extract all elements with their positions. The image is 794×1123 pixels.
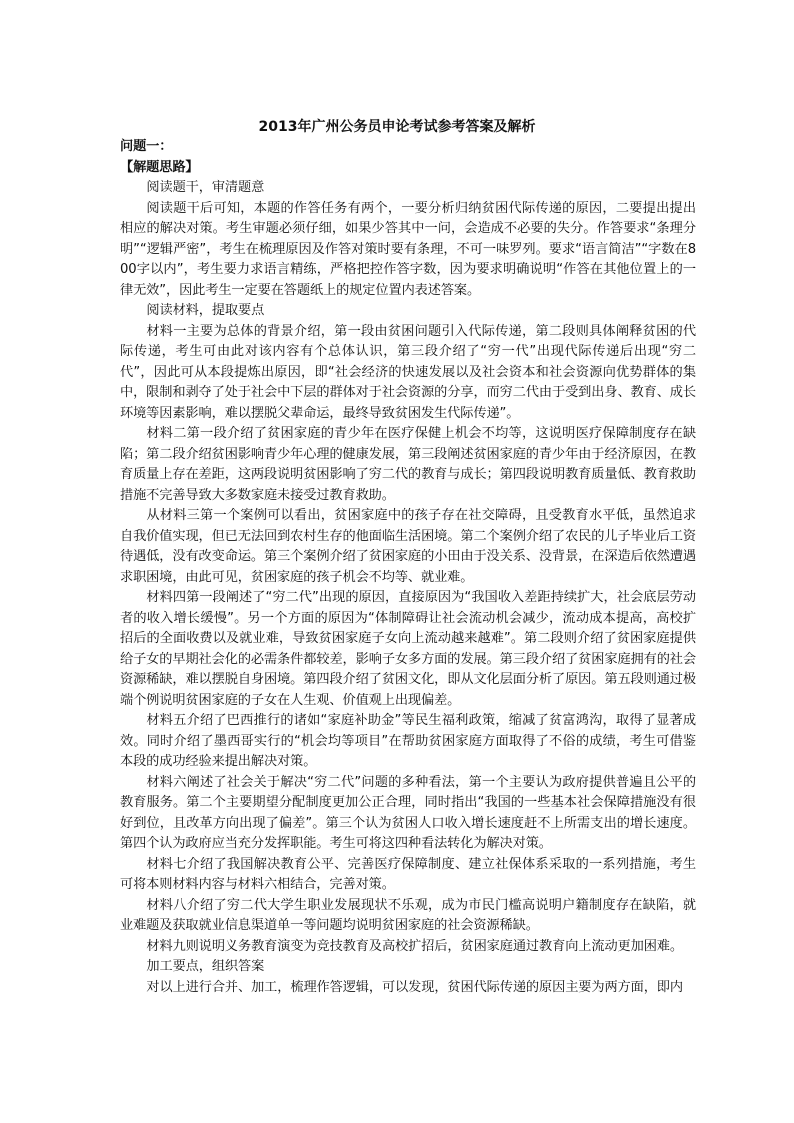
solution-heading: 【解题思路】 <box>120 159 199 175</box>
paragraph: 对以上进行合并、加工，梳理作答逻辑，可以发现，贫困代际传递的原因主要为两方面，即内 <box>146 979 683 995</box>
section-heading: 加工要点，组织答案 <box>146 959 265 974</box>
section-heading: 阅读题干，审清题意 <box>146 180 265 195</box>
paragraph: 材料四第一段阐述了“穷二代”出现的原因，直接原因为“我国收入差距持续扩大，社会底层劳动者的收入增长缓慢”。另一个方面的原因为“体制障碍让社会流动机会减少，流动成本提高，高校扩招后的全面收费以及就业难，导致贫困家庭子女向上流动越来越难”。第二段则介绍了贫困家庭提供给子女的早期社会化的必需条件都较差，影响子女多方面的发展。第三段介绍了贫困家庭拥有的社会资源稀缺，难以摆脱自身困境。第四段介绍了贫困文化，即从文化层面分析了原因。第五段则通过极端个例说明贫困家庭的子女在人生观、价值观上出现偏差。 <box>120 590 696 708</box>
paragraph: 阅读题干后可知，本题的作答任务有两个，一要分析归纳贫困代际传递的原因，二要提出提出相应的解决对策。考生审题必须仔细，如果少答其中一问，会造成不必要的失分。作答要求“条理分明”“逻辑严密”，考生在梳理原因及作答对策时要有条理，不可一味罗列。要求“语言简洁”“字数在800字以内”，考生要力求语言精练，严格把控作答字数，因为要求明确说明“作答在其他位置上的一律无效”，因此考生一定要在答题纸上的规定位置内表述答案。 <box>120 200 696 298</box>
section-heading: 阅读材料，提取要点 <box>146 303 265 318</box>
paragraph: 材料九则说明义务教育演变为竞技教育及高校扩招后，贫困家庭通过教育向上流动更加困难。 <box>146 938 683 954</box>
paragraph: 材料一主要为总体的背景介绍，第一段由贫困问题引入代际传递，第二段则具体阐释贫困的代际传递，考生可由此对该内容有个总体认识，第三段介绍了“穷一代”出现代际传递后出现“穷二代”，因此可从本段提炼出原因，即“社会经济的快速发展以及社会资本和社会资源向优势群体的集中，限制和剥夺了处于社会中下层的群体对于社会资源的分享，而穷二代由于受到出身、教育、成长环境等因素影响，难以摆脱父辈命运，最终导致贫困发生代际传递”。 <box>120 323 696 421</box>
paragraph: 从材料三第一个案例可以看出，贫困家庭中的孩子存在社交障碍，且受教育水平低，虽然追求自我价值实现，但已无法回到农村生存的他面临生活困境。第二个案例介绍了农民的儿子毕业后工资待遇低，没有改变命运。第三个案例介绍了贫困家庭的小田由于没关系、没背景，在深造后依然遭遇求职困境，由此可见，贫困家庭的孩子机会不均等、就业难。 <box>120 508 696 585</box>
paragraph: 材料二第一段介绍了贫困家庭的青少年在医疗保健上机会不均等，这说明医疗保障制度存在缺陷；第二段介绍贫困影响青少年心理的健康发展，第三段阐述贫困家庭的青少年由于经济原因，在教育质量上存在差距，这两段说明贫困影响了穷二代的教育与成长；第四段说明教育质量低、教育救助措施不完善导致大多数家庭未接受过教育救助。 <box>120 426 696 503</box>
document-title: 2013年广州公务员申论考试参考答案及解析 <box>258 119 536 135</box>
paragraph: 材料八介绍了穷二代大学生职业发展现状不乐观，成为市民门槛高说明户籍制度存在缺陷，就业难题及获取就业信息渠道单一等问题均说明贫困家庭的社会资源稀缺。 <box>120 897 696 933</box>
paragraph: 材料七介绍了我国解决教育公平、完善医疗保障制度、建立社保体系采取的一系列措施，考生可将本则材料内容与材料六相结合，完善对策。 <box>120 856 696 892</box>
question-heading: 问题一： <box>120 139 173 154</box>
paragraph: 材料六阐述了社会关于解决“穷二代”问题的多种看法，第一个主要认为政府提供普遍且公平的教育服务。第二个主要期望分配制度更加公正合理，同时指出“我国的一些基本社会保障措施没有很好到位，且改革方向出现了偏差”。第三个认为贫困人口收入增长速度赶不上所需支出的增长速度。第四个认为政府应当充分发挥职能。考生可将这四种看法转化为解决对策。 <box>120 774 696 851</box>
document-body <box>120 137 696 998</box>
paragraph: 材料五介绍了巴西推行的诸如“家庭补助金”等民生福利政策，缩减了贫富鸿沟，取得了显著成效。同时介绍了墨西哥实行的“机会均等项目”在帮助贫困家庭方面取得了不俗的成绩，考生可借鉴本段的成功经验来提出解决对策。 <box>120 713 696 769</box>
